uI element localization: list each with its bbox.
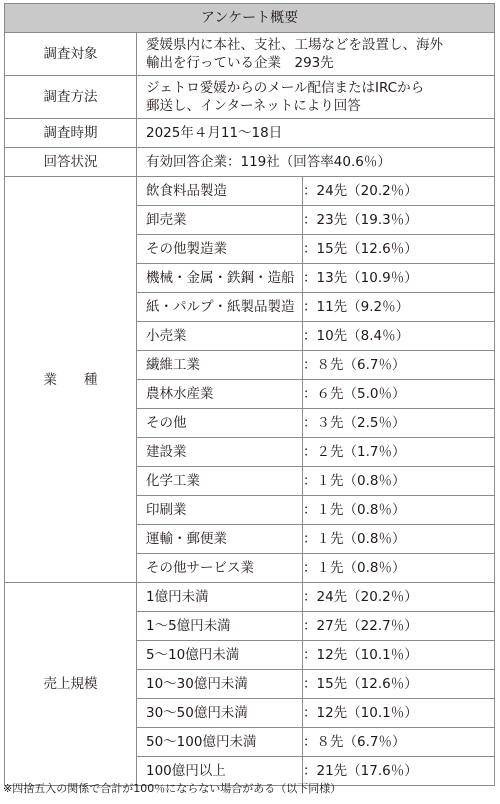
industry-row [5,177,495,206]
industry-item-name: 農林水産業 [137,380,303,409]
sales-row [5,583,495,612]
industry-item-count: ：１先（0.8％） [303,496,495,525]
sales-item-count: ：21先（17.6％） [303,757,495,786]
industry-item-count: ：11先（9.2％） [303,293,495,322]
industry-label: 業 種 [5,177,137,583]
industry-item-count: ：１先（0.8％） [303,467,495,496]
sales-item-count: ：８先（6.7％） [303,728,495,757]
method-value-line-1: ジェトロ愛媛からのメール配信またはIRCから [146,80,425,96]
title-row [5,4,495,33]
overview-row-response [5,148,495,177]
overview-row-target [5,33,495,76]
response-label: 回答状況 [5,148,137,177]
target-value-line-2: 輸出を行っている企業 293先 [146,55,334,71]
sales-item-count: ：15先（12.6％） [303,670,495,699]
sales-item-name: 5～10億円未満 [137,641,303,670]
period-value: 2025年４月11～18日 [137,119,495,148]
industry-item-count: ：１先（0.8％） [303,554,495,583]
industry-item-count: ：13先（10.9％） [303,264,495,293]
sales-item-name: 1億円未満 [137,583,303,612]
industry-item-count: ：23先（19.3％） [303,206,495,235]
sales-item-name: 100億円以上 [137,757,303,786]
industry-item-name: 印刷業 [137,496,303,525]
period-label: 調査時期 [5,119,137,148]
industry-item-name: 建設業 [137,438,303,467]
survey-overview-table [4,3,495,786]
industry-item-count: ：８先（6.7％） [303,351,495,380]
sales-item-name: 1～5億円未満 [137,612,303,641]
sales-item-count: ：27先（22.7％） [303,612,495,641]
industry-item-name: 小売業 [137,322,303,351]
industry-item-name: 化学工業 [137,467,303,496]
sales-label: 売上規模 [5,583,137,786]
response-value: 有効回答企業：119社（回答率40.6％） [137,148,495,177]
industry-item-name: 卸売業 [137,206,303,235]
sales-item-name: 30～50億円未満 [137,699,303,728]
industry-item-name: 繊維工業 [137,351,303,380]
sales-item-name: 10～30億円未満 [137,670,303,699]
industry-item-count: ：３先（2.5％） [303,409,495,438]
industry-item-count: ：６先（5.0％） [303,380,495,409]
target-value-line-1: 愛媛県内に本社、支社、工場などを設置し、海外 [146,37,443,53]
industry-item-name: 運輸・郵便業 [137,525,303,554]
industry-item-count: ：２先（1.7％） [303,438,495,467]
industry-item-count: ：１先（0.8％） [303,525,495,554]
overview-row-period [5,119,495,148]
table-title: アンケート概要 [5,4,495,33]
overview-row-method [5,76,495,119]
industry-item-name: その他 [137,409,303,438]
method-value [137,76,495,119]
method-label: 調査方法 [5,76,137,119]
sales-item-name: 50～100億円未満 [137,728,303,757]
sales-item-count: ：24先（20.2％） [303,583,495,612]
method-value-line-2: 郵送し、インターネットにより回答 [146,98,361,114]
sales-item-count: ：12先（10.1％） [303,699,495,728]
sales-item-count: ：12先（10.1％） [303,641,495,670]
target-value [137,33,495,76]
industry-item-count: ：24先（20.2％） [303,177,495,206]
industry-item-name: 飲食料品製造 [137,177,303,206]
industry-item-name: その他製造業 [137,235,303,264]
industry-item-name: その他サービス業 [137,554,303,583]
industry-item-count: ：15先（12.6％） [303,235,495,264]
footnote: ※四捨五入の関係で合計が100％にならない場合がある（以下同様） [3,782,342,795]
industry-item-count: ：10先（8.4％） [303,322,495,351]
target-label: 調査対象 [5,33,137,76]
industry-item-name: 機械・金属・鉄鋼・造船 [137,264,303,293]
industry-item-name: 紙・パルプ・紙製品製造 [137,293,303,322]
